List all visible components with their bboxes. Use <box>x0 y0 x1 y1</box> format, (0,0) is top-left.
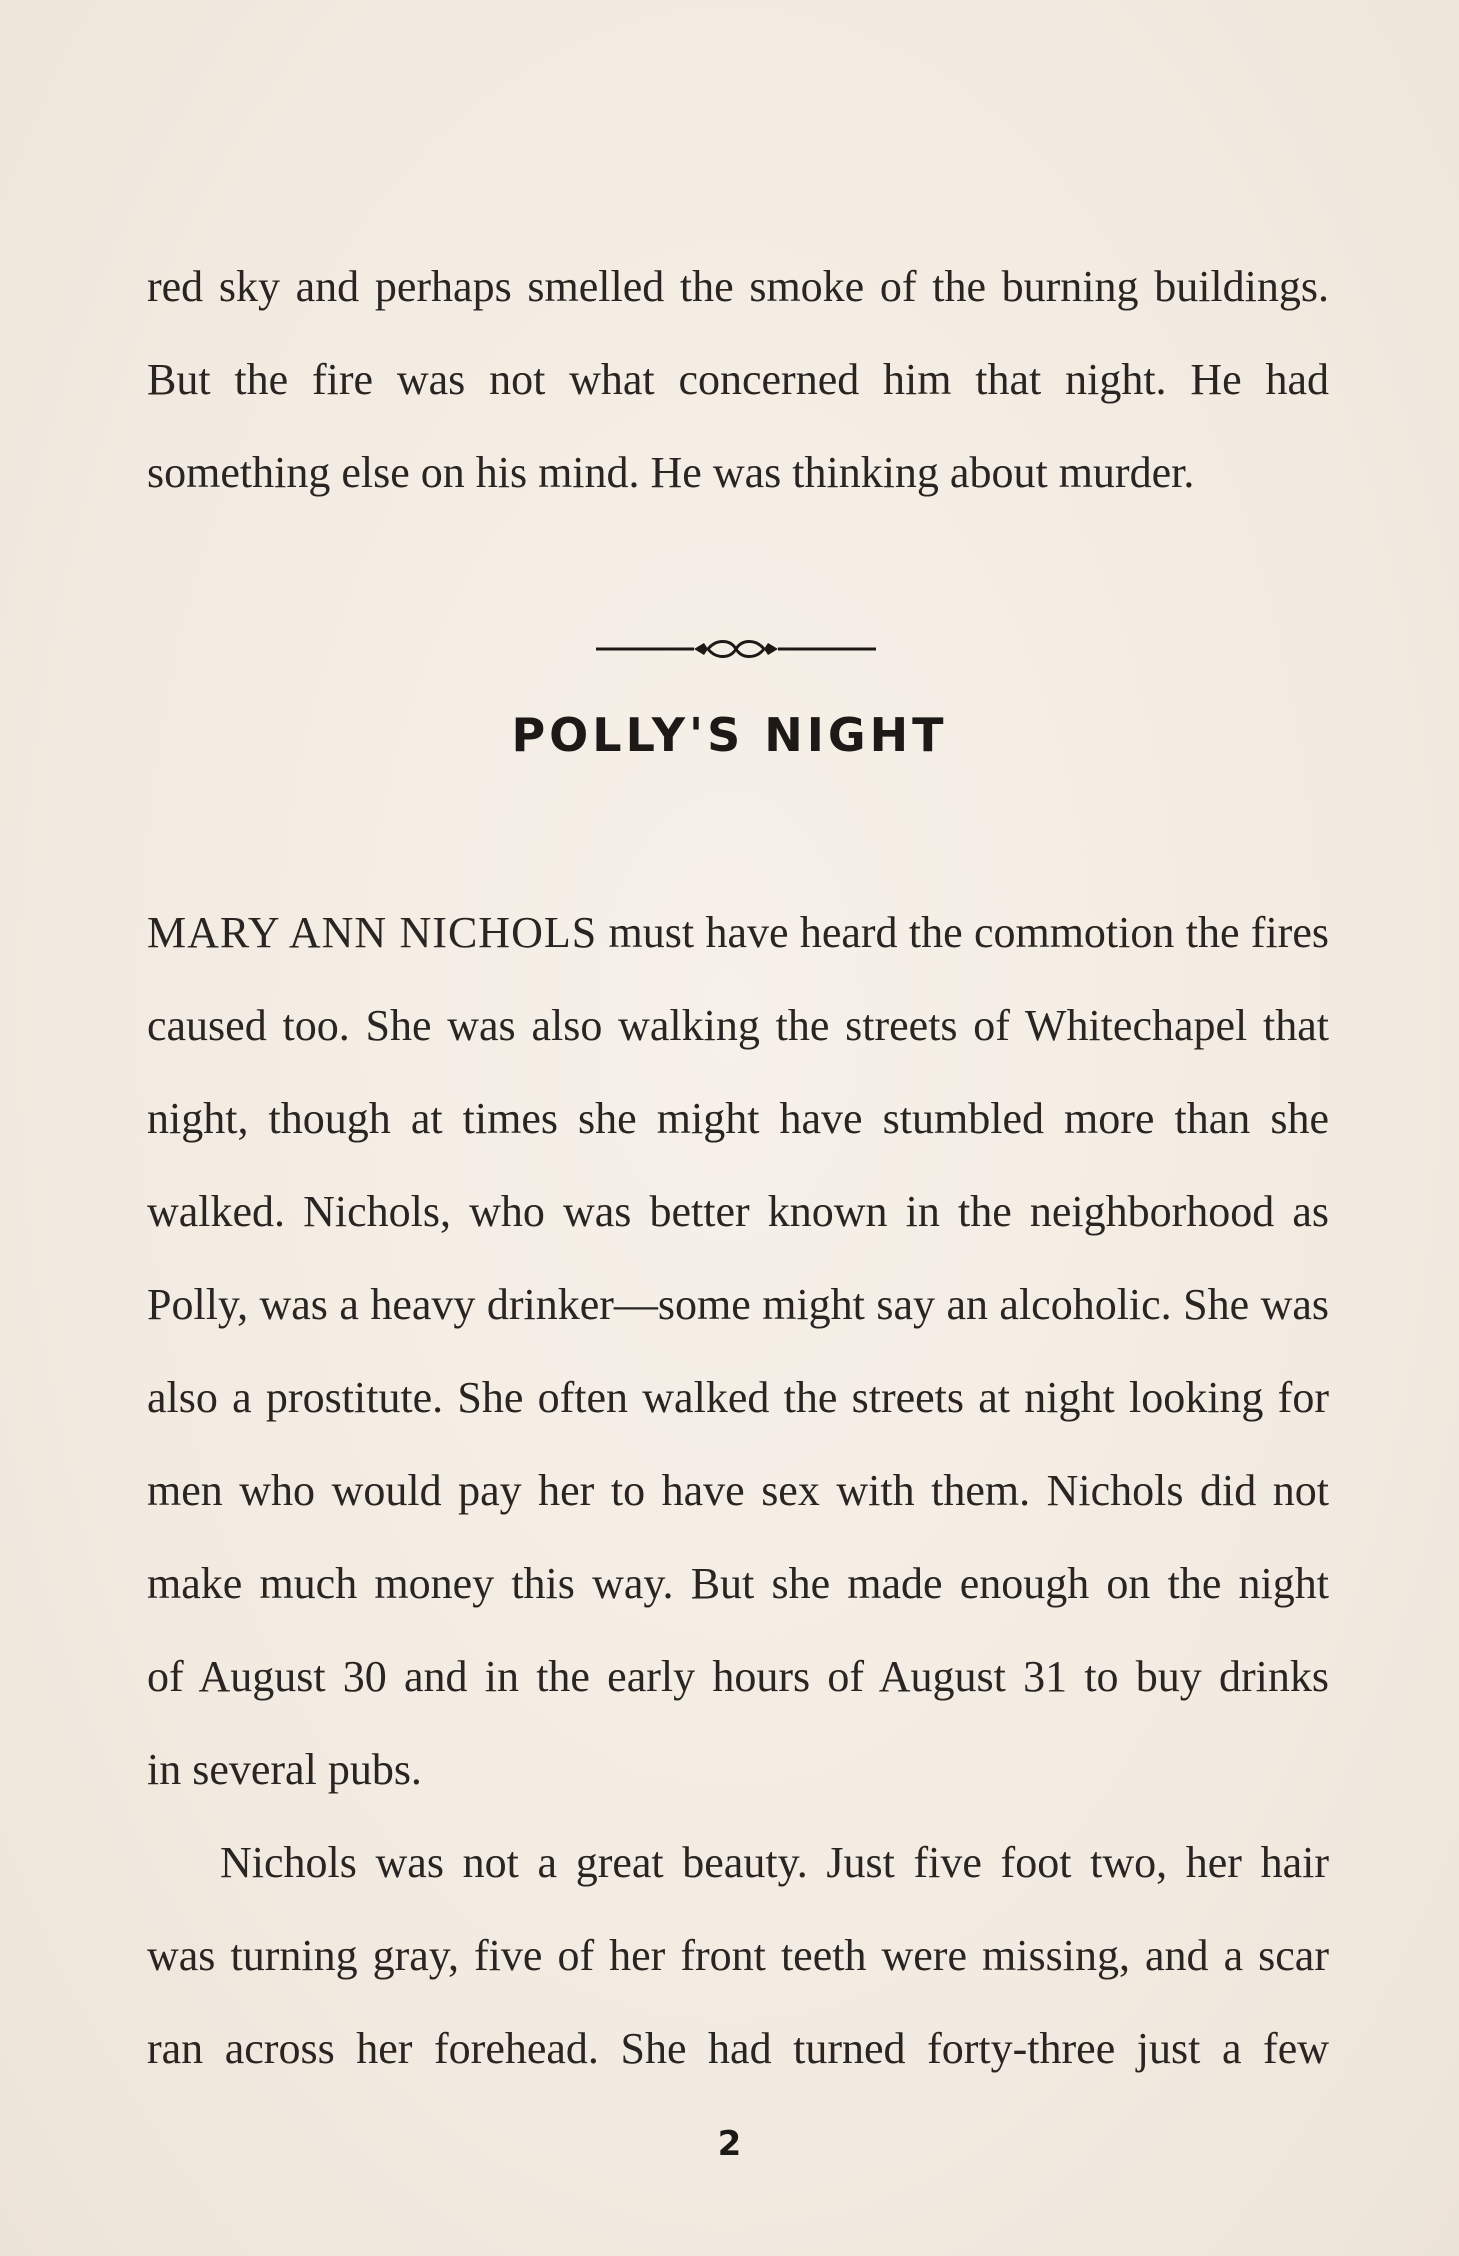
text-line: ran across her forehead. She had turned forty-three just a few <box>147 2024 1329 2073</box>
body-text <box>147 886 1329 2095</box>
page-number: 2 <box>717 2124 742 2164</box>
text-line: make much money this way. But she made enough on the night <box>147 1559 1329 1608</box>
text-line: Polly, was a heavy drinker—some might say an alcoholic. She was <box>147 1280 1329 1329</box>
section-ornament-icon <box>596 634 876 664</box>
text-line: in several pubs. <box>147 1745 422 1794</box>
text-line-rest: must have heard the commotion the fires <box>597 908 1329 957</box>
text-line <box>147 886 1329 979</box>
section-title: POLLY'S NIGHT <box>511 708 948 762</box>
text-line: red sky and perhaps smelled the smoke of the burning buildings. <box>147 262 1329 311</box>
text-line: was turning gray, five of her front teeth were missing, and a scar <box>147 1931 1329 1980</box>
lead-in-name: MARY ANN NICHOLS <box>147 908 598 957</box>
text-line: something else on his mind. He was thinking about murder. <box>147 448 1195 497</box>
text-line: night, though at times she might have stumbled more than she <box>147 1094 1329 1143</box>
text-line: caused too. She was also walking the streets of Whitechapel that <box>147 1001 1329 1050</box>
top-paragraph <box>147 240 1329 519</box>
text-line: walked. Nichols, who was better known in the neighborhood as <box>147 1187 1329 1236</box>
text-line: Nichols was not a great beauty. Just five foot two, her hair <box>220 1838 1329 1887</box>
text-line: of August 30 and in the early hours of August 31 to buy drinks <box>147 1652 1329 1701</box>
text-line: also a prostitute. She often walked the streets at night looking for <box>147 1373 1329 1422</box>
text-line: men who would pay her to have sex with them. Nichols did not <box>147 1466 1329 1515</box>
text-line: But the fire was not what concerned him that night. He had <box>147 355 1329 404</box>
